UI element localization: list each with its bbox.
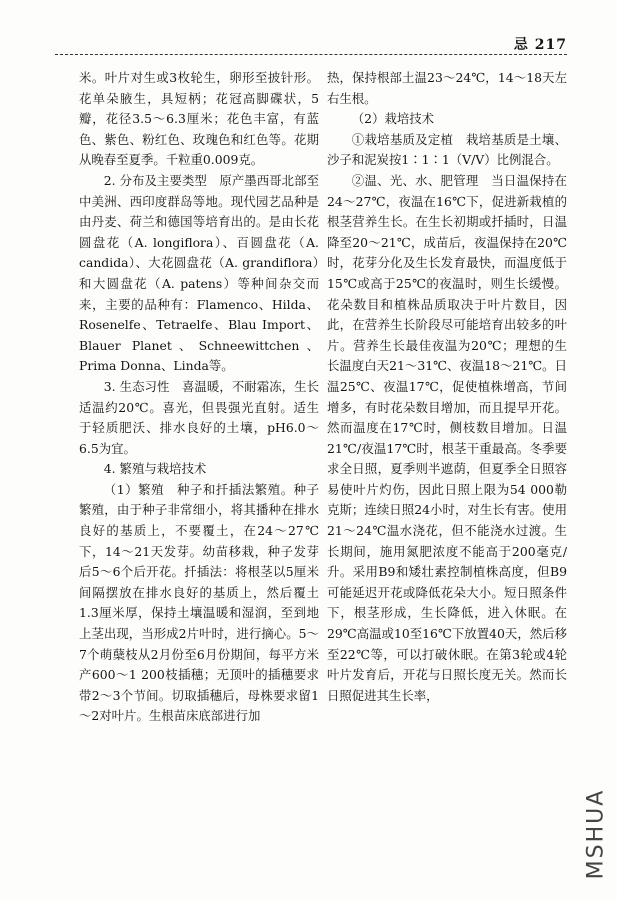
header-rule	[55, 54, 567, 55]
paragraph: ①栽培基质及定植 栽培基质是土壤、沙子和泥炭按1∶1∶1（V/V）比例混合。	[327, 131, 567, 168]
running-head: 忌 217	[513, 37, 567, 53]
paragraph: ②温、光、水、肥管理 当日温保持在24～27℃，夜温在16℃下，促进新栽植的根茎营养生长。在生长初期或扦插时，日温降至20～21℃，成苗后，夜温保持在20℃时，花芽分化及生长发育最快，而温度低于15℃或高于25℃的夜温时，则生长缓慢。花朵数目和植株品质取决于叶片数目，因此，在营养生长阶段尽可能培育出较多的叶片。营养生长最佳夜温为20℃；理想的生长温度白天21～31℃、夜温18～21℃。日温25℃、夜温17℃，促使植株增高，节间增多，有时花朵数目增加，而且提早开花。然而温度在17℃时，侧枝数目增加。日温21℃/夜温17℃时，根茎干重最高。冬季要求全日照，夏季则半遮荫，但夏季全日照容易使叶片灼伤，因此日照上限为54 000勒克斯；连续日照24小时，对生长有害。使用21～24℃温水浇花，但不能浇水过渡。生长期间，施用氮肥浓度不能高于200毫克/升。采用B9和矮壮素控制植株高度，但B9可能延迟开花或降低花朵大小。短日照条件下，根茎形成，生长降低，进入休眠。在29℃高温或10至16℃下放置40天，然后移至22℃等，可以打破休眠。在第3轮或4轮叶片发育后，开花与日照长度无关。然而长日照促进其生长率，	[327, 172, 567, 703]
watermark	[583, 782, 609, 886]
left-column	[79, 68, 319, 727]
paragraph: 热，保持根部土温23～24℃，14～18天左右生根。	[327, 70, 567, 106]
subsection-heading: （2）栽培技术	[351, 111, 435, 127]
paragraph: （1）繁殖 种子和扦插法繁殖。种子繁殖，由于种子非常细小，将其播种在排水良好的基质上，不要覆土，在24～27℃下，14～21天发芽。幼苗移栽，种子发芽后5～6个后开花。扦插法：将根茎以5厘米间隔摆放在排水良好的基质上，然后覆土1.3厘米厚，保持土壤温暖和湿润，至到地上茎出现，当形成2片叶时，进行摘心。5～7个萌蘖枝从2月份至6月份期间，每平方米产600～1 200枝插穗；无顶叶的插穗要求带2～3个节间。切取插穗后，母株要求留1～2对叶片。生根苗床底部进行加	[79, 481, 319, 724]
paragraph: 2. 分布及主要类型 原产墨西哥北部至中美洲、西印度群岛等地。现代园艺品种是由丹麦、荷兰和德国等培育出的。是由长花圆盘花（A. longiflora）、百圆盘花（A. candida）、大花圆盘花（A. grandiflora）和大圆盘花（A. patens）等种间杂交而来，主要的品种有：Flamenco、Hilda、Rosenelfe、Tetraelfe、Blau Import、Blauer Planet、Schneewittchen、Prima Donna、Linda等。	[79, 172, 319, 374]
page-header	[55, 30, 567, 56]
paragraph: 米。叶片对生或3枚轮生，卵形至披针形。花单朵腋生，具短柄；花冠高脚碟状，5瓣，花径3.5～6.3厘米；花色丰富，有蓝色、紫色、粉红色、玫瑰色和红色等。花期从晚春至夏季。千粒重0.009克。	[79, 70, 319, 168]
right-column	[327, 68, 567, 706]
watermark-text: MSHUA	[583, 788, 609, 880]
paragraph: 3. 生态习性 喜温暖，不耐霜冻，生长适温约20℃。喜光，但畏强光直射。适生于轻质肥沃、排水良好的土壤，pH6.0～6.5为宜。	[79, 378, 319, 456]
section-heading: 4. 繁殖与栽培技术	[103, 461, 207, 477]
